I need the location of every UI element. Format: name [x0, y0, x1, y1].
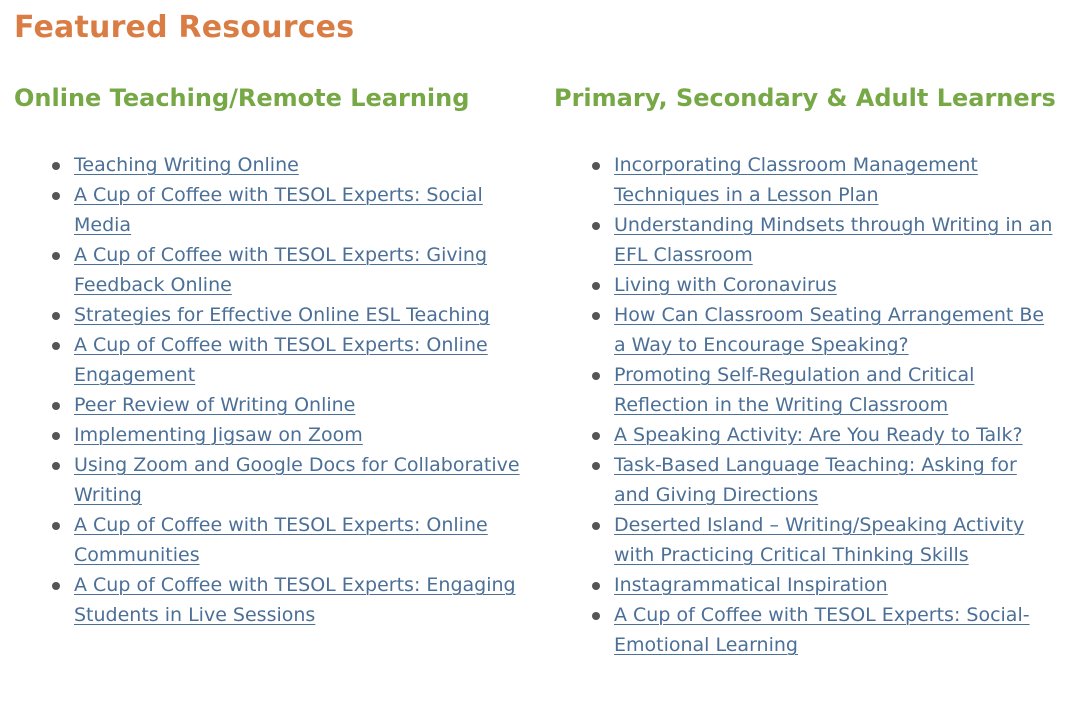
list-item [614, 210, 1058, 270]
bullet-icon [592, 162, 600, 170]
bullet-icon [52, 342, 60, 350]
bullet-icon [592, 612, 600, 620]
online-teaching-column [14, 80, 534, 626]
bullet-icon [52, 312, 60, 320]
bullet-icon [52, 402, 60, 410]
resource-link[interactable]: How Can Classroom Seating Arrangement Be a Way to Encourage Speaking? [614, 304, 1045, 356]
list-item [74, 510, 522, 570]
list-item [614, 450, 1058, 510]
list-item [614, 510, 1058, 570]
list-item [614, 150, 1058, 210]
bullet-icon [592, 222, 600, 230]
bullet-icon [592, 312, 600, 320]
list-item [74, 420, 522, 450]
resource-link[interactable]: A Cup of Coffee with TESOL Experts: Engaging Students in Live Sessions [74, 574, 516, 626]
bullet-icon [52, 162, 60, 170]
resource-link[interactable]: A Cup of Coffee with TESOL Experts: Social-Emotional Learning [614, 604, 1030, 656]
learners-column [554, 80, 1074, 656]
list-item [614, 300, 1058, 360]
list-item [614, 600, 1058, 660]
resource-link[interactable]: Instagrammatical Inspiration [614, 574, 888, 596]
list-item [74, 390, 522, 420]
page-title: Featured Resources [14, 10, 355, 45]
bullet-icon [52, 252, 60, 260]
resource-link[interactable]: Incorporating Classroom Management Techniques in a Lesson Plan [614, 154, 978, 206]
resource-list [74, 150, 522, 630]
list-item [74, 240, 522, 300]
bullet-icon [592, 372, 600, 380]
resource-link[interactable]: Using Zoom and Google Docs for Collaborative Writing [74, 454, 520, 506]
resource-link[interactable]: Living with Coronavirus [614, 274, 837, 296]
bullet-icon [52, 432, 60, 440]
list-item [614, 570, 1058, 600]
resource-link[interactable]: A Cup of Coffee with TESOL Experts: Online Communities [74, 514, 488, 566]
list-item [74, 180, 522, 240]
bullet-icon [592, 462, 600, 470]
resource-link[interactable]: Task-Based Language Teaching: Asking for and Giving Directions [614, 454, 1017, 506]
list-item [74, 150, 522, 180]
resource-link[interactable]: Implementing Jigsaw on Zoom [74, 424, 363, 446]
bullet-icon [52, 522, 60, 530]
list-item [74, 570, 522, 630]
bullet-icon [52, 192, 60, 200]
bullet-icon [592, 522, 600, 530]
column-heading: Primary, Secondary & Adult Learners [554, 84, 1056, 112]
bullet-icon [52, 462, 60, 470]
column-heading: Online Teaching/Remote Learning [14, 84, 470, 112]
list-item [74, 300, 522, 330]
list-item [74, 450, 522, 510]
resource-link[interactable]: A Cup of Coffee with TESOL Experts: Online Engagement [74, 334, 488, 386]
bullet-icon [592, 582, 600, 590]
resource-link[interactable]: Peer Review of Writing Online [74, 394, 356, 416]
resource-link[interactable]: Promoting Self-Regulation and Critical Reflection in the Writing Classroom [614, 364, 975, 416]
resource-link[interactable]: A Cup of Coffee with TESOL Experts: Social Media [74, 184, 483, 236]
list-item [614, 270, 1058, 300]
list-item [614, 420, 1058, 450]
resource-link[interactable]: Strategies for Effective Online ESL Teaching [74, 304, 490, 326]
list-item [74, 330, 522, 390]
bullet-icon [592, 282, 600, 290]
resource-link[interactable]: A Speaking Activity: Are You Ready to Talk? [614, 424, 1023, 446]
list-item [614, 360, 1058, 420]
bullet-icon [52, 582, 60, 590]
resource-link[interactable]: A Cup of Coffee with TESOL Experts: Giving Feedback Online [74, 244, 488, 296]
resource-link[interactable]: Teaching Writing Online [74, 154, 299, 176]
resource-link[interactable]: Deserted Island – Writing/Speaking Activity with Practicing Critical Thinking Skills [614, 514, 1025, 566]
resource-link[interactable]: Understanding Mindsets through Writing in an EFL Classroom [614, 214, 1053, 266]
resource-list [614, 150, 1058, 660]
bullet-icon [592, 432, 600, 440]
